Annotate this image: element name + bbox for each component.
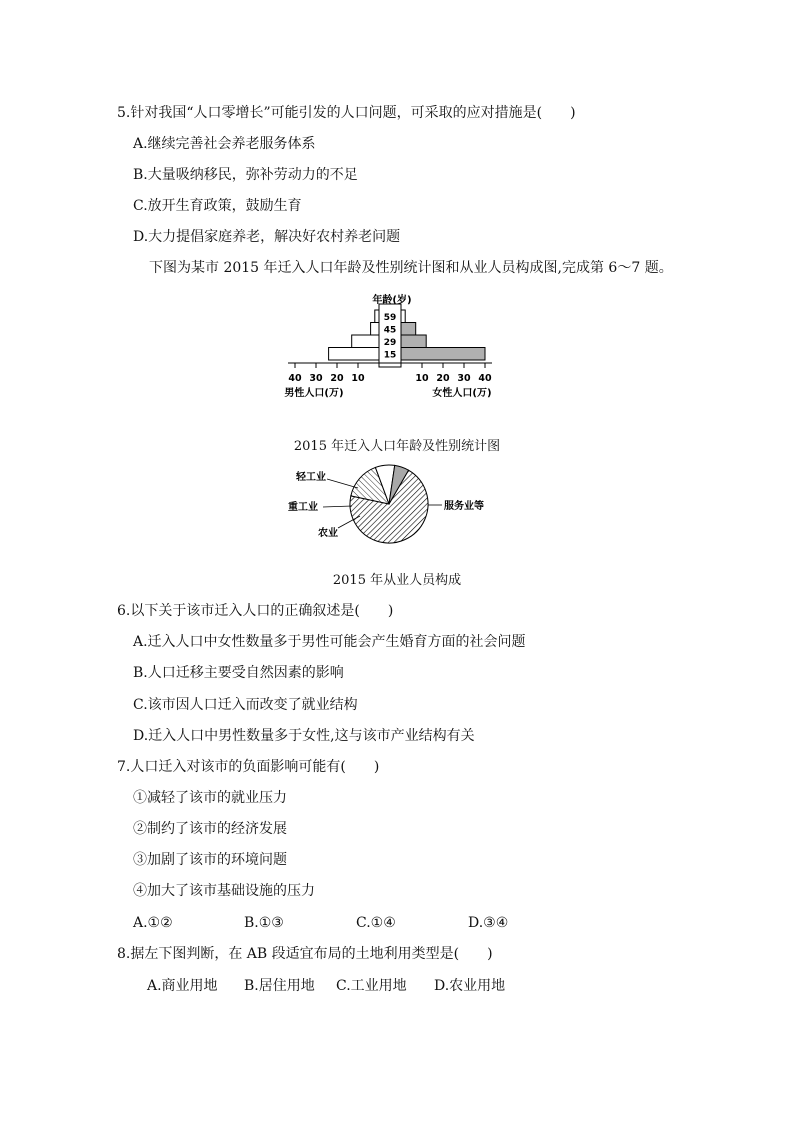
age-tick-label: 29 xyxy=(383,338,397,348)
age-tick-label: 59 xyxy=(383,313,397,323)
question-5-option-d: D.大力提倡家庭养老，解决好农村养老问题 xyxy=(133,229,401,245)
question-6-option-a: A.迁入人口中女性数量多于男性可能会产生婚育方面的社会问题 xyxy=(133,634,526,650)
question-8-stem: 8.据左下图判断，在 AB 段适宜布局的土地利用类型是( ) xyxy=(117,946,493,962)
employment-pie-chart xyxy=(280,458,510,548)
question-6-stem: 6.以下关于该市迁入人口的正确叙述是( ) xyxy=(117,603,394,619)
leader-line-light xyxy=(327,479,358,488)
question-5-option-c: C.放开生育政策，鼓励生育 xyxy=(133,198,302,214)
question-7-item-1: ①减轻了该市的就业压力 xyxy=(133,790,287,806)
pie-label-service: 服务业等 xyxy=(444,501,484,512)
male-bar-age-45 xyxy=(371,323,379,336)
pie-caption: 2015 年从业人员构成 xyxy=(332,573,462,588)
question-8-option-b: B.居住用地 xyxy=(244,978,315,994)
x-tick-label-male: 10 xyxy=(351,373,365,384)
question-7-item-2: ②制约了该市的经济发展 xyxy=(133,821,287,837)
x-tick-label-female: 20 xyxy=(436,373,450,384)
female-axis-label: 女性人口(万) xyxy=(432,388,492,399)
female-bar-age-29 xyxy=(401,335,426,348)
pie-label-heavy: 重工业 xyxy=(288,502,318,513)
question-6-option-d: D.迁入人口中男性数量多于女性,这与该市产业结构有关 xyxy=(133,728,475,744)
question-8-option-c: C.工业用地 xyxy=(336,978,407,994)
male-axis-label: 男性人口(万) xyxy=(284,388,344,399)
x-tick-label-male: 40 xyxy=(288,373,302,384)
x-tick-label-male: 30 xyxy=(309,373,323,384)
question-8-option-d: D.农业用地 xyxy=(434,978,506,994)
pie-label-light: 轻工业 xyxy=(296,472,326,483)
x-tick-label-female: 10 xyxy=(415,373,429,384)
question-5-option-b: B.大量吸纳移民，弥补劳动力的不足 xyxy=(133,167,358,183)
question-7-option-b: B.①③ xyxy=(244,915,284,931)
question-7-item-4: ④加大了该市基础设施的压力 xyxy=(133,883,315,899)
question-7-option-d: D.③④ xyxy=(468,915,509,931)
male-bar-age-15 xyxy=(329,348,379,361)
question-6-option-c: C.该市因人口迁入而改变了就业结构 xyxy=(133,697,358,713)
question-7-stem: 7.人口迁入对该市的负面影响可能有( ) xyxy=(117,759,380,775)
female-bar-age-59 xyxy=(401,310,405,323)
figure-intro: 下图为某市 2015 年迁入人口年龄及性别统计图和从业人员构成图,完成第 6～7 题。 xyxy=(149,260,673,276)
question-7-option-c: C.①④ xyxy=(356,915,396,931)
pyramid-caption: 2015 年迁入人口年龄及性别统计图 xyxy=(293,439,501,454)
question-5-stem: 5.针对我国“人口零增长”可能引发的人口问题，可采取的应对措施是( ) xyxy=(117,105,576,121)
x-tick-label-female: 40 xyxy=(478,373,492,384)
age-axis-label: 年龄(岁) xyxy=(372,295,412,306)
age-tick-label: 45 xyxy=(383,325,397,336)
question-6-option-b: B.人口迁移主要受自然因素的影响 xyxy=(133,665,344,681)
male-bar-age-29 xyxy=(352,335,379,348)
female-bar-age-45 xyxy=(401,323,416,336)
question-5-option-a: A.继续完善社会养老服务体系 xyxy=(133,136,316,152)
age-tick-label: 15 xyxy=(383,350,397,361)
x-tick-label-female: 30 xyxy=(457,373,471,384)
population-pyramid-chart xyxy=(280,290,500,405)
question-7-option-a: A.①② xyxy=(133,915,173,931)
female-bar-age-15 xyxy=(401,348,485,361)
question-8-option-a: A.商业用地 xyxy=(147,978,218,994)
male-bar-age-59 xyxy=(375,310,379,323)
x-tick-label-male: 20 xyxy=(330,373,344,384)
pie-label-agri: 农业 xyxy=(318,528,338,539)
leader-line-heavy xyxy=(323,506,352,507)
question-7-item-3: ③加剧了该市的环境问题 xyxy=(133,852,287,868)
